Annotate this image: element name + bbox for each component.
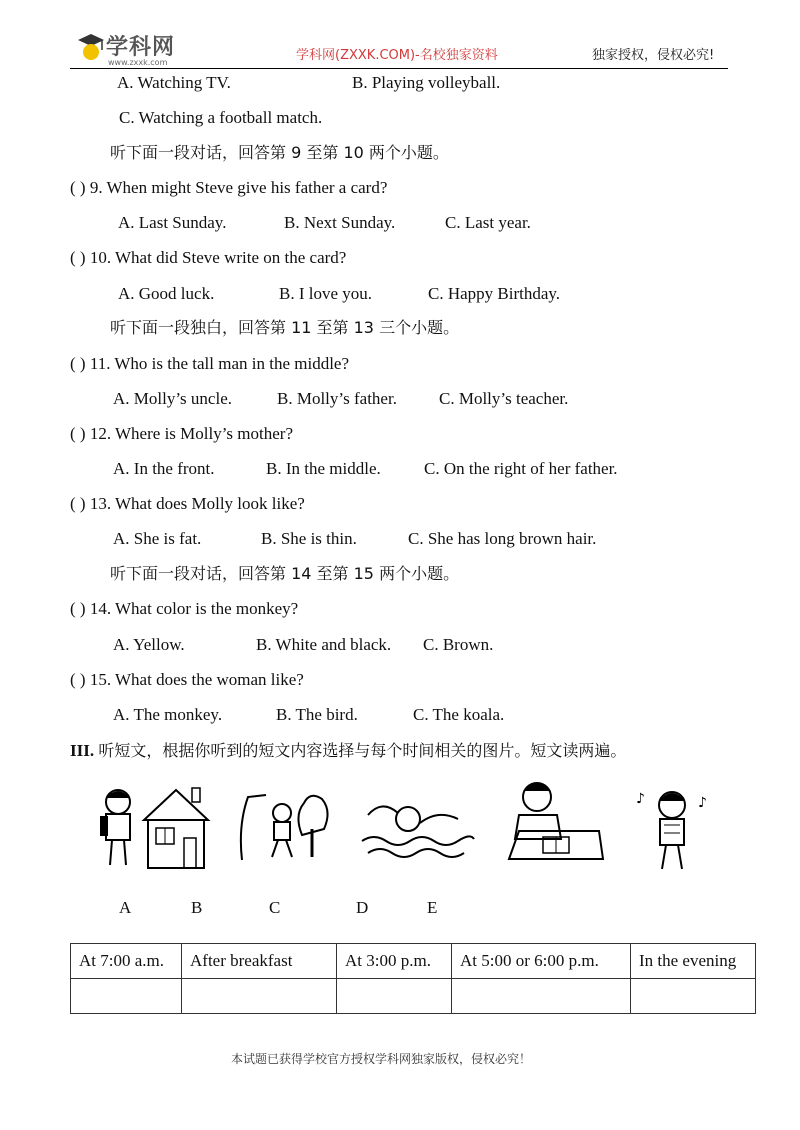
question-10: ( ) 10. What did Steve write on the card?: [70, 248, 347, 267]
q13-option-c: C. She has long brown hair.: [408, 529, 597, 548]
answer-cell[interactable]: [631, 979, 756, 1014]
swimming-picture: [358, 795, 478, 865]
q13-option-a: A. She is fat.: [113, 529, 202, 548]
q8-option-b: B. Playing volleyball.: [352, 73, 501, 92]
picture-label-d: D: [356, 898, 369, 917]
header-divider: [70, 68, 728, 69]
footer-copyright: 本试题已获得学校官方授权学科网独家版权，侵权必究！: [231, 1052, 532, 1066]
table-answer-row: [71, 979, 756, 1014]
answer-cell[interactable]: [337, 979, 452, 1014]
q11-option-b: B. Molly’s father.: [277, 389, 397, 408]
question-9: ( ) 9. When might Steve give his father a card?: [70, 178, 388, 197]
question-12: ( ) 12. Where is Molly’s mother?: [70, 424, 294, 443]
picture-label-c: C: [269, 898, 281, 917]
graduate-cap-icon: [76, 30, 106, 66]
boy-doing-homework-picture: [495, 775, 605, 867]
q11-option-c: C. Molly’s teacher.: [439, 389, 569, 408]
q9-option-a: A. Last Sunday.: [118, 213, 227, 232]
q9-option-b: B. Next Sunday.: [284, 213, 396, 232]
header-source: 学科网(ZXXK.COM)-名校独家资料: [296, 48, 498, 63]
question-14: ( ) 14. What color is the monkey?: [70, 599, 299, 618]
q12-option-a: A. In the front.: [113, 459, 215, 478]
table-header-cell: After breakfast: [182, 944, 337, 979]
question-15: ( ) 15. What does the woman like?: [70, 670, 304, 689]
table-header-cell: At 7:00 a.m.: [71, 944, 182, 979]
picture-label-a: A: [119, 898, 132, 917]
q11-option-a: A. Molly’s uncle.: [113, 389, 232, 408]
question-11: ( ) 11. Who is the tall man in the middle?: [70, 354, 350, 373]
q15-option-c: C. The koala.: [413, 705, 505, 724]
instruction-9-10: 听下面一段对话，回答第 9 至第 10 两个小题。: [110, 143, 449, 162]
instruction-11-13: 听下面一段独白，回答第 11 至第 13 三个小题。: [110, 318, 460, 337]
q14-option-b: B. White and black.: [256, 635, 392, 654]
q15-option-a: A. The monkey.: [113, 705, 223, 724]
q10-option-b: B. I love you.: [279, 284, 373, 303]
q10-option-c: C. Happy Birthday.: [428, 284, 561, 303]
q8-option-c: C. Watching a football match.: [119, 108, 323, 127]
q9-option-c: C. Last year.: [445, 213, 531, 232]
question-13: ( ) 13. What does Molly look like?: [70, 494, 305, 513]
header-copyright: 独家授权，侵权必究!: [592, 48, 715, 63]
answer-cell[interactable]: [182, 979, 337, 1014]
section-3-instruction: 听短文，根据你听到的短文内容选择与每个时间相关的图片。短文读两遍。: [98, 741, 627, 760]
instruction-14-15: 听下面一段对话，回答第 14 至第 15 两个小题。: [110, 564, 460, 583]
q12-option-c: C. On the right of her father.: [424, 459, 618, 478]
table-header-cell: At 5:00 or 6:00 p.m.: [452, 944, 631, 979]
q10-option-a: A. Good luck.: [118, 284, 215, 303]
logo-text: 学科网: [106, 35, 176, 60]
svg-text:♪: ♪: [636, 791, 645, 807]
boy-going-home-picture: [96, 780, 216, 875]
svg-text:♪: ♪: [698, 795, 707, 811]
q8-option-a: A. Watching TV.: [117, 73, 231, 92]
answer-cell[interactable]: [452, 979, 631, 1014]
q14-option-c: C. Brown.: [423, 635, 494, 654]
site-logo: [76, 28, 196, 68]
section-3-heading: [70, 741, 626, 761]
picture-label-b: B: [191, 898, 203, 917]
picture-label-e: E: [427, 898, 438, 917]
table-header-cell: At 3:00 p.m.: [337, 944, 452, 979]
section-3-number: III.: [70, 741, 95, 760]
q12-option-b: B. In the middle.: [266, 459, 381, 478]
table-header-row: [71, 944, 756, 979]
table-header-cell: In the evening: [631, 944, 756, 979]
q15-option-b: B. The bird.: [276, 705, 358, 724]
answer-cell[interactable]: [71, 979, 182, 1014]
answer-table: [70, 943, 756, 1014]
q14-option-a: A. Yellow.: [113, 635, 185, 654]
boy-singing-picture: [630, 783, 715, 873]
q13-option-b: B. She is thin.: [261, 529, 357, 548]
logo-url: www.zxxk.com: [108, 58, 168, 67]
walking-under-trees-picture: [232, 785, 332, 865]
